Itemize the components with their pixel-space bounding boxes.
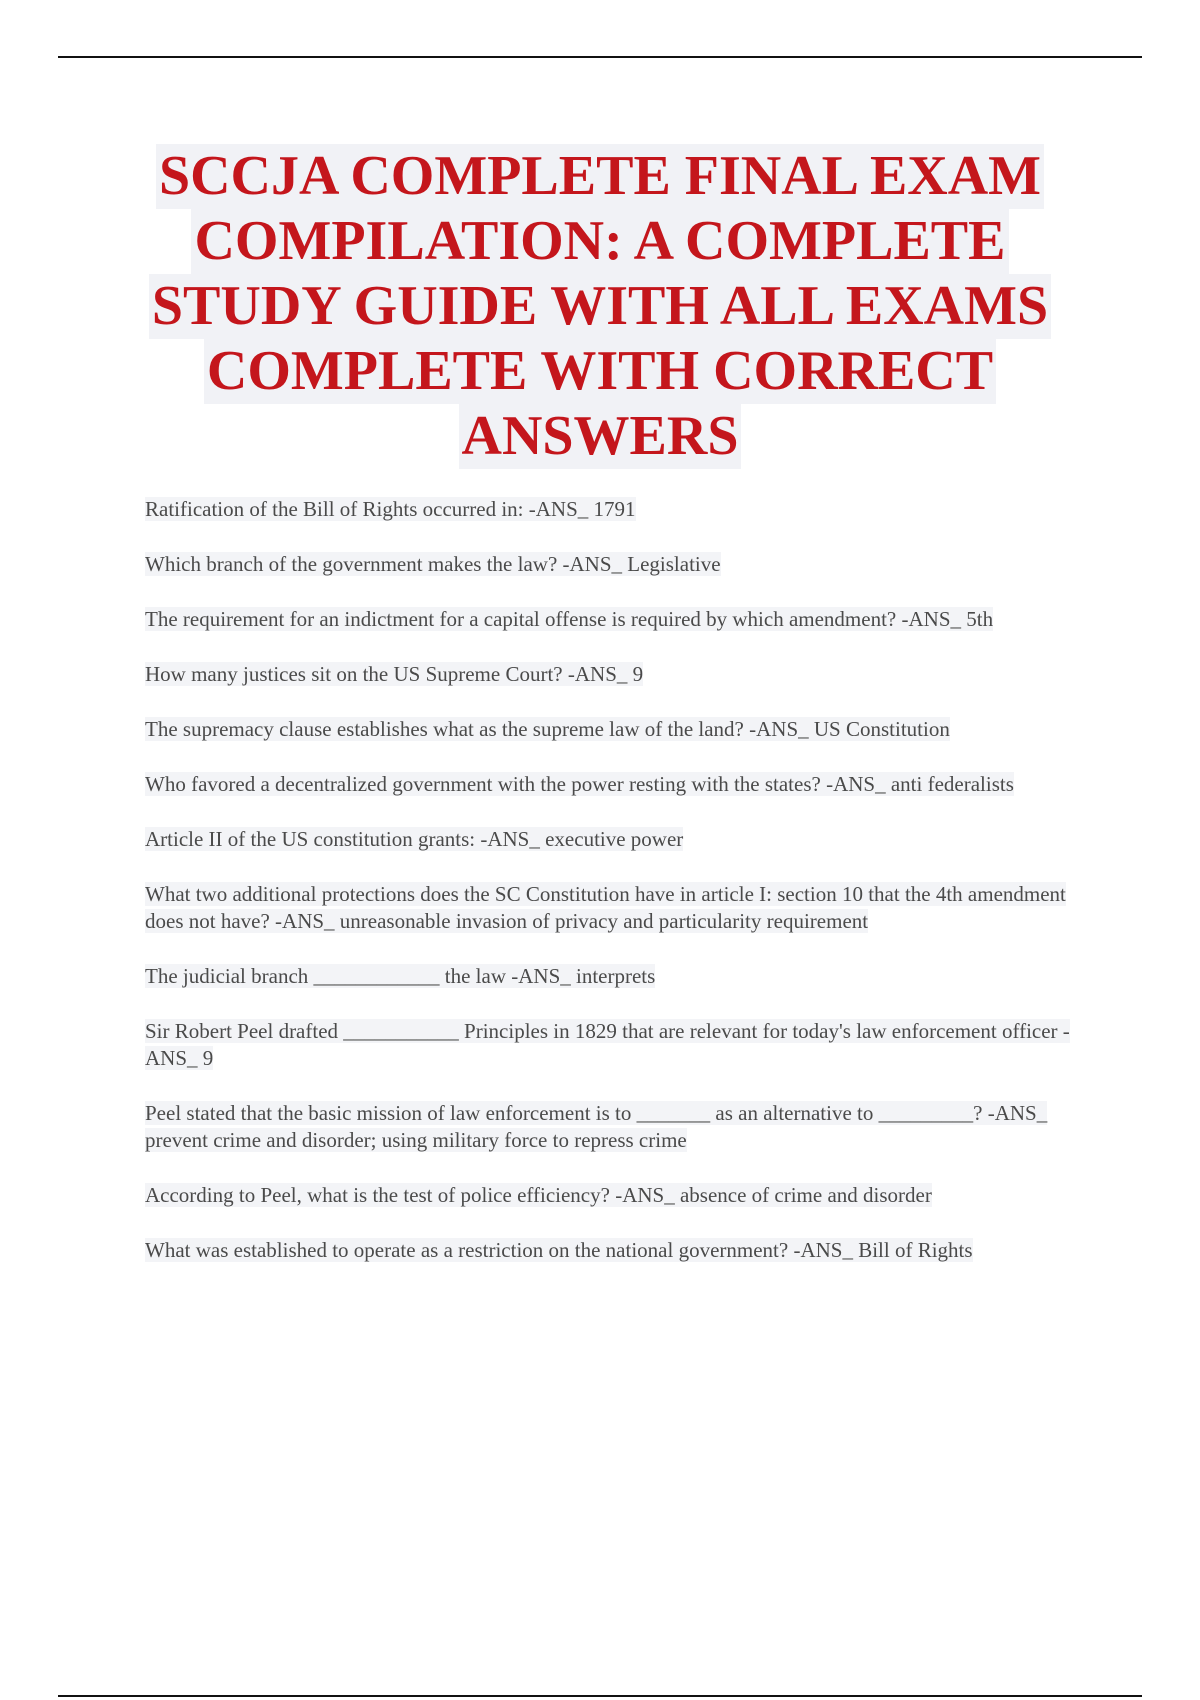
page-title: [0, 144, 1200, 469]
qa-item: [145, 963, 1095, 990]
qa-item: [145, 1100, 1095, 1154]
title-line: STUDY GUIDE WITH ALL EXAMS: [149, 274, 1051, 339]
qa-item: [145, 826, 1095, 853]
qa-text: Which branch of the government makes the law? -ANS_ Legislative: [145, 552, 721, 576]
qa-item: [145, 1237, 1095, 1264]
qa-text: The requirement for an indictment for a capital offense is required by which amendment? -ANS_ 5th: [145, 607, 994, 631]
qa-text: What two additional protections does the SC Constitution have in article I: section 10 that the 4th amendment does not have? -ANS_ unreasonable invasion of privacy and particularity requirement: [145, 882, 1066, 933]
qa-text: The supremacy clause establishes what as the supreme law of the land? -ANS_ US Constitution: [145, 717, 950, 741]
qa-text: What was established to operate as a restriction on the national government? -ANS_ Bill of Rights: [145, 1238, 973, 1262]
qa-text: How many justices sit on the US Supreme Court? -ANS_ 9: [145, 662, 644, 686]
qa-text: Article II of the US constitution grants: -ANS_ executive power: [145, 827, 684, 851]
qa-text: Sir Robert Peel drafted ___________ Principles in 1829 that are relevant for today's law enforcement officer -ANS_ 9: [145, 1019, 1070, 1070]
title-line: COMPILATION: A COMPLETE: [191, 209, 1008, 274]
qa-item: [145, 1182, 1095, 1209]
title-line: ANSWERS: [459, 404, 742, 469]
title-line: SCCJA COMPLETE FINAL EXAM: [156, 144, 1044, 209]
top-rule: [58, 56, 1142, 58]
qa-item: [145, 1018, 1095, 1072]
qa-text: Ratification of the Bill of Rights occurred in: -ANS_ 1791: [145, 497, 636, 521]
qa-text: Who favored a decentralized government with the power resting with the states? -ANS_ anti federalists: [145, 772, 1014, 796]
qa-text: According to Peel, what is the test of police efficiency? -ANS_ absence of crime and disorder: [145, 1183, 932, 1207]
question-answer-list: [145, 496, 1095, 1292]
qa-item: [145, 881, 1095, 935]
qa-item: [145, 771, 1095, 798]
qa-text: The judicial branch ____________ the law -ANS_ interprets: [145, 964, 656, 988]
bottom-rule: [58, 1695, 1142, 1697]
qa-item: [145, 496, 1095, 523]
qa-text: Peel stated that the basic mission of law enforcement is to _______ as an alternative to _________? -ANS_ prevent crime and disorder; using military force to repress crime: [145, 1101, 1048, 1152]
qa-item: [145, 606, 1095, 633]
qa-item: [145, 551, 1095, 578]
qa-item: [145, 716, 1095, 743]
qa-item: [145, 661, 1095, 688]
title-line: COMPLETE WITH CORRECT: [204, 339, 996, 404]
